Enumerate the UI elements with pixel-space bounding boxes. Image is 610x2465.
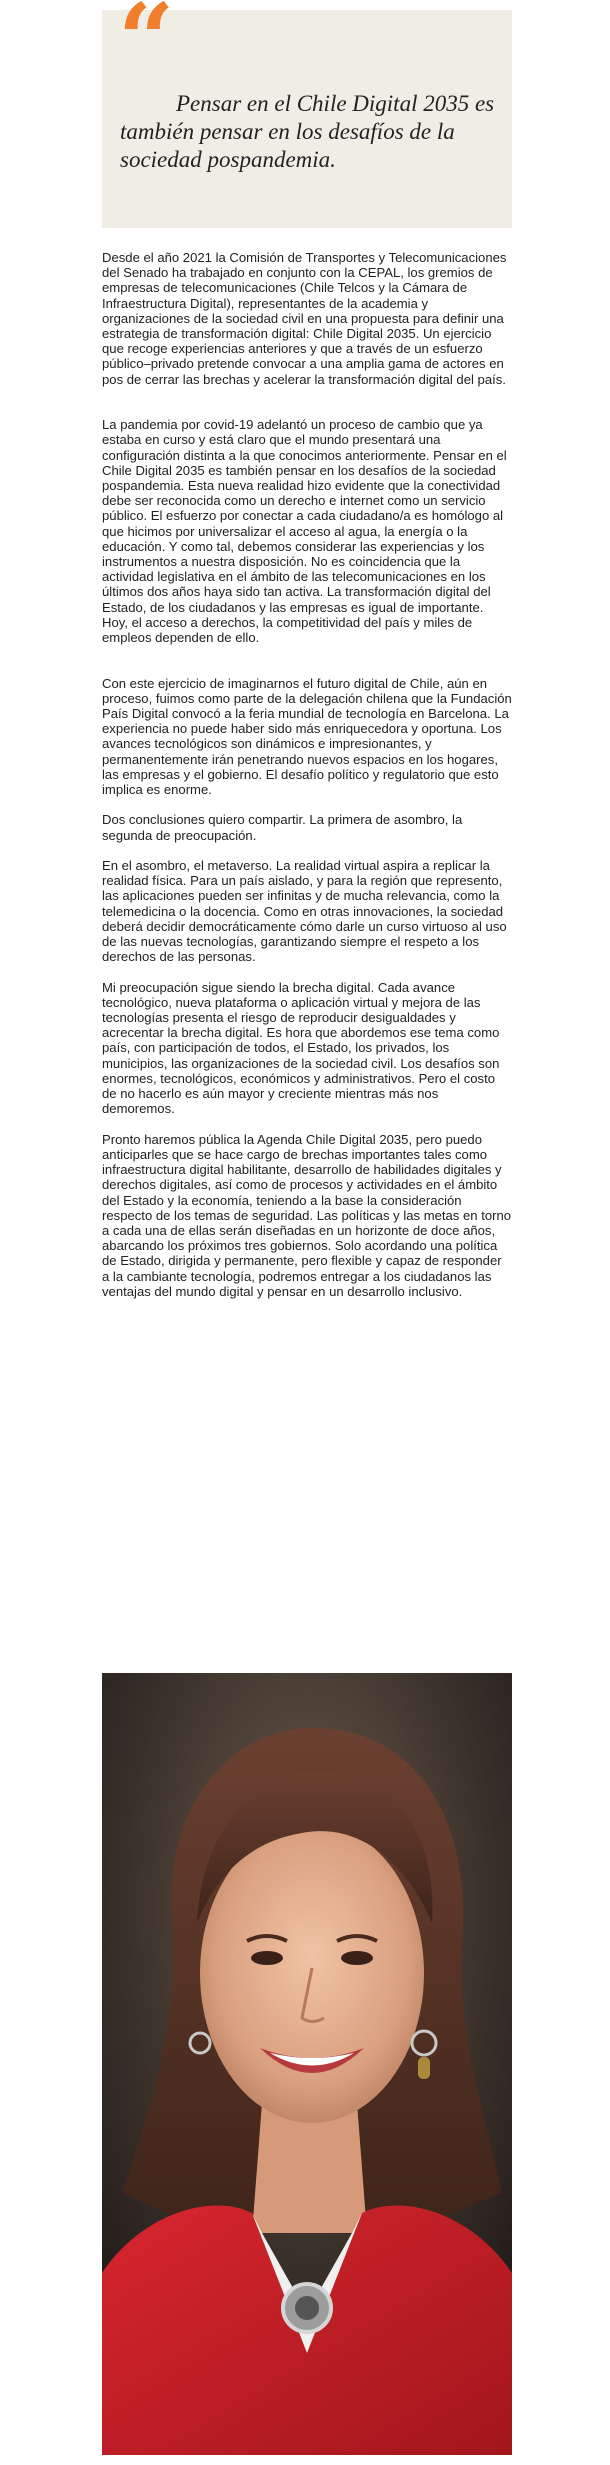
article-paragraph: En el asombro, el metaverso. La realidad virtual aspira a replicar la realidad física. Para un país aislado, y para la región que represento, las aplicaciones pueden ser infinitas y de mucha relevancia, como la telemedicina o la docencia. Como en otras innovaciones, la sociedad deberá decidir democráticamente cómo darle un curso virtuoso al uso de las nuevas tecnologías, garantizando siempre el respeto a los derechos de las personas. xyxy=(102,858,507,965)
article-paragraph: La pandemia por covid-19 adelantó un proceso de cambio que ya estaba en curso y está claro que el mundo presentará una configuración distinta a la que conocimos anteriormente. Pensar en el Chile Digital 2035 es también pensar en los desafíos de la sociedad pospandemia. Esta nueva realidad hizo evidente que la conectividad debe ser reconocida como un derecho e internet como un servicio público. El esfuerzo por conectar a cada ciudadano/a es homólogo al que hicimos por universalizar el acceso al agua, la energía o la educación. Y como tal, debemos considerar las experiencias y los instrumentos a nuestra disposición. No es coincidencia que la actividad legislativa en el ámbito de las telecomunicaciones en los últimos dos años haya sido tan activa. La transformación digital del Estado, de los ciudadanos y las empresas es igual de importante. Hoy, el acceso a derechos, la competitividad del país y miles de empleos dependen de ello. xyxy=(102,417,507,646)
article-paragraph: Mi preocupación sigue siendo la brecha digital. Cada avance tecnológico, nueva plataforma o aplicación virtual y mejora de las tecnologías presenta el riesgo de reproducir desigualdades y acrecentar la brecha digital. Es hora que abordemos ese tema como país, con participación de todos, el Estado, los privados, los municipios, las organizaciones de la sociedad civil. Los desafíos son enormes, tecnológicos, económicos y administrativos. Pero el costo de no hacerlo es aún mayor y creciente mientras más nos demoremos. xyxy=(102,979,500,1117)
article-body xyxy=(102,250,512,1314)
article-paragraph: Con este ejercicio de imaginarnos el futuro digital de Chile, aún en proceso, fuimos como parte de la delegación chilena que la Fundación País Digital convocó a la feria mundial de tecnología en Barcelona. La experiencia no puede haber sido más enriquecedora y oportuna. Los avances tecnológicos son dinámicos e impresionantes, y permanentemente irán penetrando nuevos espacios en los hogares, las empresas y el gobierno. El desafío político y regulatorio que esto implica es enorme. xyxy=(102,675,512,798)
portrait-photo xyxy=(102,1673,512,2455)
quote-mark-icon: “ xyxy=(118,0,175,98)
pull-quote-text: Pensar en el Chile Digital 2035 es también pensar en los desafíos de la sociedad pospandemia. xyxy=(120,91,495,172)
pull-quote xyxy=(102,0,512,228)
article-paragraph: Desde el año 2021 la Comisión de Transportes y Telecomunicaciones del Senado ha trabajado en conjunto con la CEPAL, los gremios de empresas de telecomunicaciones (Chile Telcos y la Cámara de Infraestructura Digital), representantes de la academia y organizaciones de la sociedad civil en una propuesta para definir una estrategia de transformación digital: Chile Digital 2035. Un ejercicio que recoge experiencias anteriores y que a través de un esfuerzo público–privado pretende convocar a una amplia gama de actores en pos de cerrar las brechas y acelerar la transformación digital del país. xyxy=(102,250,507,387)
article-paragraph: Pronto haremos pública la Agenda Chile Digital 2035, pero puedo anticiparles que se hace cargo de brechas importantes tales como infraestructura digital habilitante, desarrollo de habilidades digitales y derechos digitales, así como de procesos y actividades en el ámbito del Estado y la economía, teniendo a la base la consideración respecto de los temas de seguridad. Las políticas y las metas en torno a cada una de ellas serán diseñadas en un horizonte de doce años, abarcando los próximos tres gobiernos. Solo acordando una política de Estado, dirigida y permanente, pero flexible y capaz de responder a la cambiante tecnología, podremos entregar a los ciudadanos las ventajas del mundo digital y pensar en un desarrollo inclusivo. xyxy=(102,1131,512,1299)
article-paragraph: Dos conclusiones quiero compartir. La primera de asombro, la segunda de preocupación. xyxy=(102,812,463,843)
